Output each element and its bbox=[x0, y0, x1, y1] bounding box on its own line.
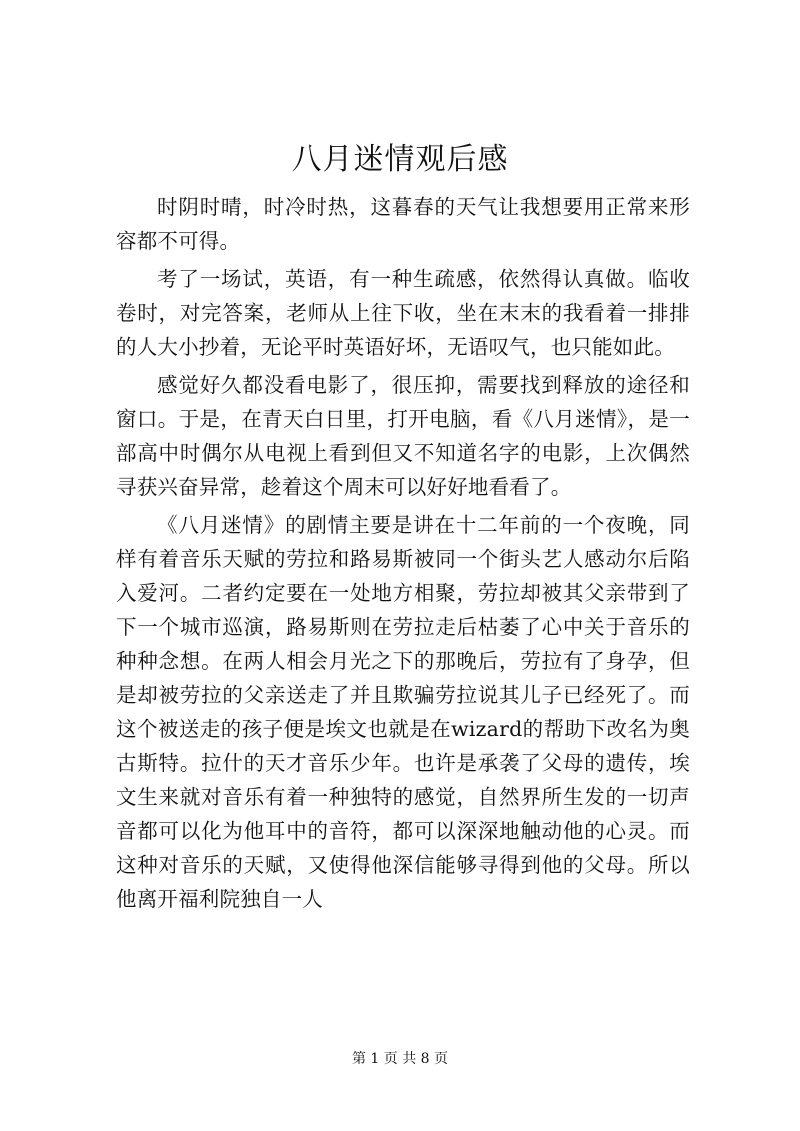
paragraph-1: 时阴时晴，时冷时热，这暮春的天气让我想要用正常来形容都不可得。 bbox=[116, 195, 690, 253]
document-title: 八月迷情观后感 bbox=[291, 142, 509, 177]
document-body bbox=[116, 190, 690, 920]
paragraph-3: 感觉好久都没看电影了，很压抑，需要找到释放的途径和窗口。于是，在青天白日里，打开电脑，看《八月迷情》，是一部高中时偶尔从电视上看到但又不知道名字的电影，上次偶然寻获兴奋异常，趁着这个周末可以好好地看看了。 bbox=[116, 373, 690, 499]
page-number-footer: 第 1 页 共 8 页 bbox=[351, 1051, 449, 1067]
paragraph-2: 考了一场试，英语，有一种生疏感，依然得认真做。临收卷时，对完答案，老师从上往下收，坐在末末的我看着一排排的人大小抄着，无论平时英语好坏，无语叹气，也只能如此。 bbox=[116, 267, 690, 359]
paragraph-4: 《八月迷情》的剧情主要是讲在十二年前的一个夜晚，同样有着音乐天赋的劳拉和路易斯被同一个街头艺人感动尔后陷入爱河。二者约定要在一处地方相聚，劳拉却被其父亲带到了下一个城市巡演，路易斯则在劳拉走后枯萎了心中关于音乐的种种念想。在两人相会月光之下的那晚后，劳拉有了身孕，但是却被劳拉的父亲送走了并且欺骗劳拉说其儿子已经死了。而这个被送走的孩子便是埃文也就是在wizard的帮助下改名为奥古斯特。拉什的天才音乐少年。也许是承袭了父母的遗传，埃文生来就对音乐有着一种独特的感觉，自然界所生发的一切声音都可以化为他耳中的音符，都可以深深地触动他的心灵。而这种对音乐的天赋，又使得他深信能够寻得到他的父母。所以他离开福利院独自一人 bbox=[116, 513, 690, 911]
